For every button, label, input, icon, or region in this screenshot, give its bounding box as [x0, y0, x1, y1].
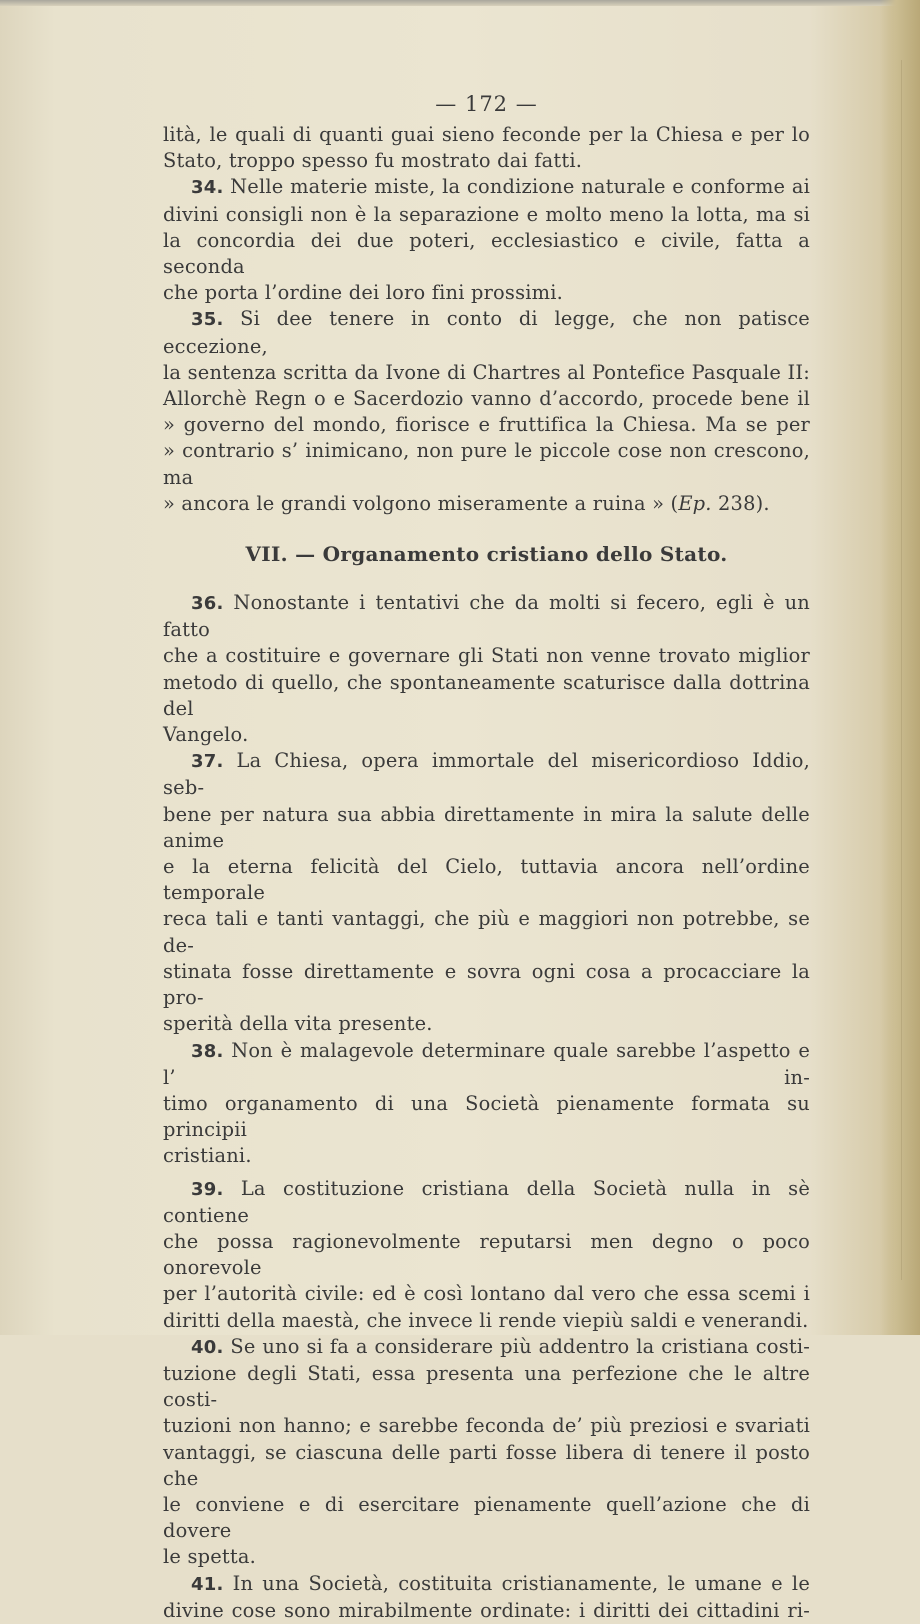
text-line: la sentenza scritta da Ivone di Chartres al Pontefice Pasquale II:: [163, 360, 810, 384]
paragraph-39-first-line: 39. La costituzione cristiana della Società nulla in sè contiene: [163, 1176, 810, 1227]
text-line: tuzione degli Stati, essa presenta una perfezione che le altre costi-: [163, 1361, 810, 1412]
page-top-edge: [0, 0, 920, 6]
text-line: lità, le quali di quanti guai sieno feconde per la Chiesa e per lo: [163, 123, 810, 146]
citation-ep: Ep.: [678, 491, 712, 515]
text-line: Stato, troppo spesso fu mostrato dai fatti.: [163, 149, 583, 173]
text-body: [163, 90, 810, 1624]
text-line: che a costituire e governare gli Stati non venne trovato miglior: [163, 644, 810, 668]
text-line: diritti della maestà, che invece li rende viepiù saldi e venerandi.: [163, 1308, 809, 1332]
text-line: metodo di quello, che spontaneamente scaturisce dalla dottrina del: [163, 670, 810, 720]
text-line: timo organamento di una Società pienamente formata su principii: [163, 1091, 810, 1142]
paragraph-number: 35.: [191, 309, 224, 331]
text-line: le conviene e di esercitare pienamente quell’azione che di dovere: [163, 1492, 810, 1543]
paragraph-number: 38.: [191, 1040, 224, 1062]
text-line: divine cose sono mirabilmente ordinate: i diritti dei cittadini ri-: [163, 1598, 810, 1622]
paragraph-number: 36.: [191, 593, 224, 615]
page-number: — 172 —: [435, 92, 538, 116]
paragraph-36-first-line: 36. Nonostante i tentativi che da molti si fecero, egli è un fatto: [163, 591, 810, 642]
text-line: bene per natura sua abbia direttamente in mira la salute delle anime: [163, 802, 810, 852]
page-fold-line: [901, 60, 902, 1280]
text-line: che porta l’ordine dei loro fini prossimi.: [163, 281, 563, 305]
text-line: reca tali e tanti vantaggi, che più e maggiori non potrebbe, se de-: [163, 907, 810, 957]
page-right-edge: [880, 0, 920, 1335]
text-line: stinata fosse direttamente e sovra ogni cosa a procacciare la pro-: [163, 959, 810, 1010]
text-line: Vangelo.: [163, 723, 249, 747]
paragraph-number: 34.: [191, 177, 224, 199]
text-line: » governo del mondo, fiorisce e fruttifica la Chiesa. Ma se per: [163, 413, 810, 437]
paragraph-number: 37.: [191, 751, 224, 773]
text-line: e la eterna felicità del Cielo, tuttavia ancora nell’ordine temporale: [163, 855, 810, 905]
text-line: le spetta.: [163, 1545, 256, 1569]
text-line: vantaggi, se ciascuna delle parti fosse libera di tenere il posto che: [163, 1440, 810, 1490]
text-line: cristiani.: [163, 1144, 252, 1168]
text-line: che possa ragionevolmente reputarsi men degno o poco onorevole: [163, 1229, 810, 1280]
text-line: sperità della vita presente.: [163, 1012, 433, 1036]
paragraph-37-first-line: 37. La Chiesa, opera immortale del misericordioso Iddio, seb-: [163, 749, 810, 800]
section-heading: VII. — Organamento cristiano dello Stato.: [245, 542, 728, 567]
paragraph-number: 40.: [191, 1336, 224, 1358]
text-line: Allorchè Regn o e Sacerdozio vanno d’accordo, procede bene il: [163, 387, 810, 411]
text-line: » contrario s’ inimicano, non pure le piccole cose non crescono, ma: [163, 439, 810, 489]
text-line: tuzioni non hanno; e sarebbe feconda de’ più preziosi e svariati: [163, 1414, 810, 1438]
paragraph-41-first-line: 41. In una Società, costituita cristianamente, le umane e le: [191, 1571, 810, 1595]
paragraph-35-first-line: 35. Si dee tenere in conto di legge, che non patisce eccezione,: [163, 307, 810, 358]
paragraph-34-first-line: 34. Nelle materie miste, la condizione naturale e conforme ai: [191, 175, 810, 199]
text-line: la concordia dei due poteri, ecclesiastico e civile, fatta a seconda: [163, 228, 810, 279]
paragraph-40-first-line: 40. Se uno si fa a considerare più addentro la cristiana costi-: [191, 1334, 810, 1358]
paragraph-38-first-line: 38. Non è malagevole determinare quale sarebbe l’aspetto e l’ in-: [163, 1038, 810, 1089]
paragraph-number: 41.: [191, 1573, 224, 1595]
paragraph-number: 39.: [191, 1178, 224, 1200]
text-line: divini consigli non è la separazione e molto meno la lotta, ma si: [163, 202, 810, 226]
text-line: per l’autorità civile: ed è così lontano dal vero che essa scemi i: [163, 1282, 810, 1306]
text-line: » ancora le grandi volgono miseramente a ruina » (Ep. 238).: [163, 491, 770, 515]
